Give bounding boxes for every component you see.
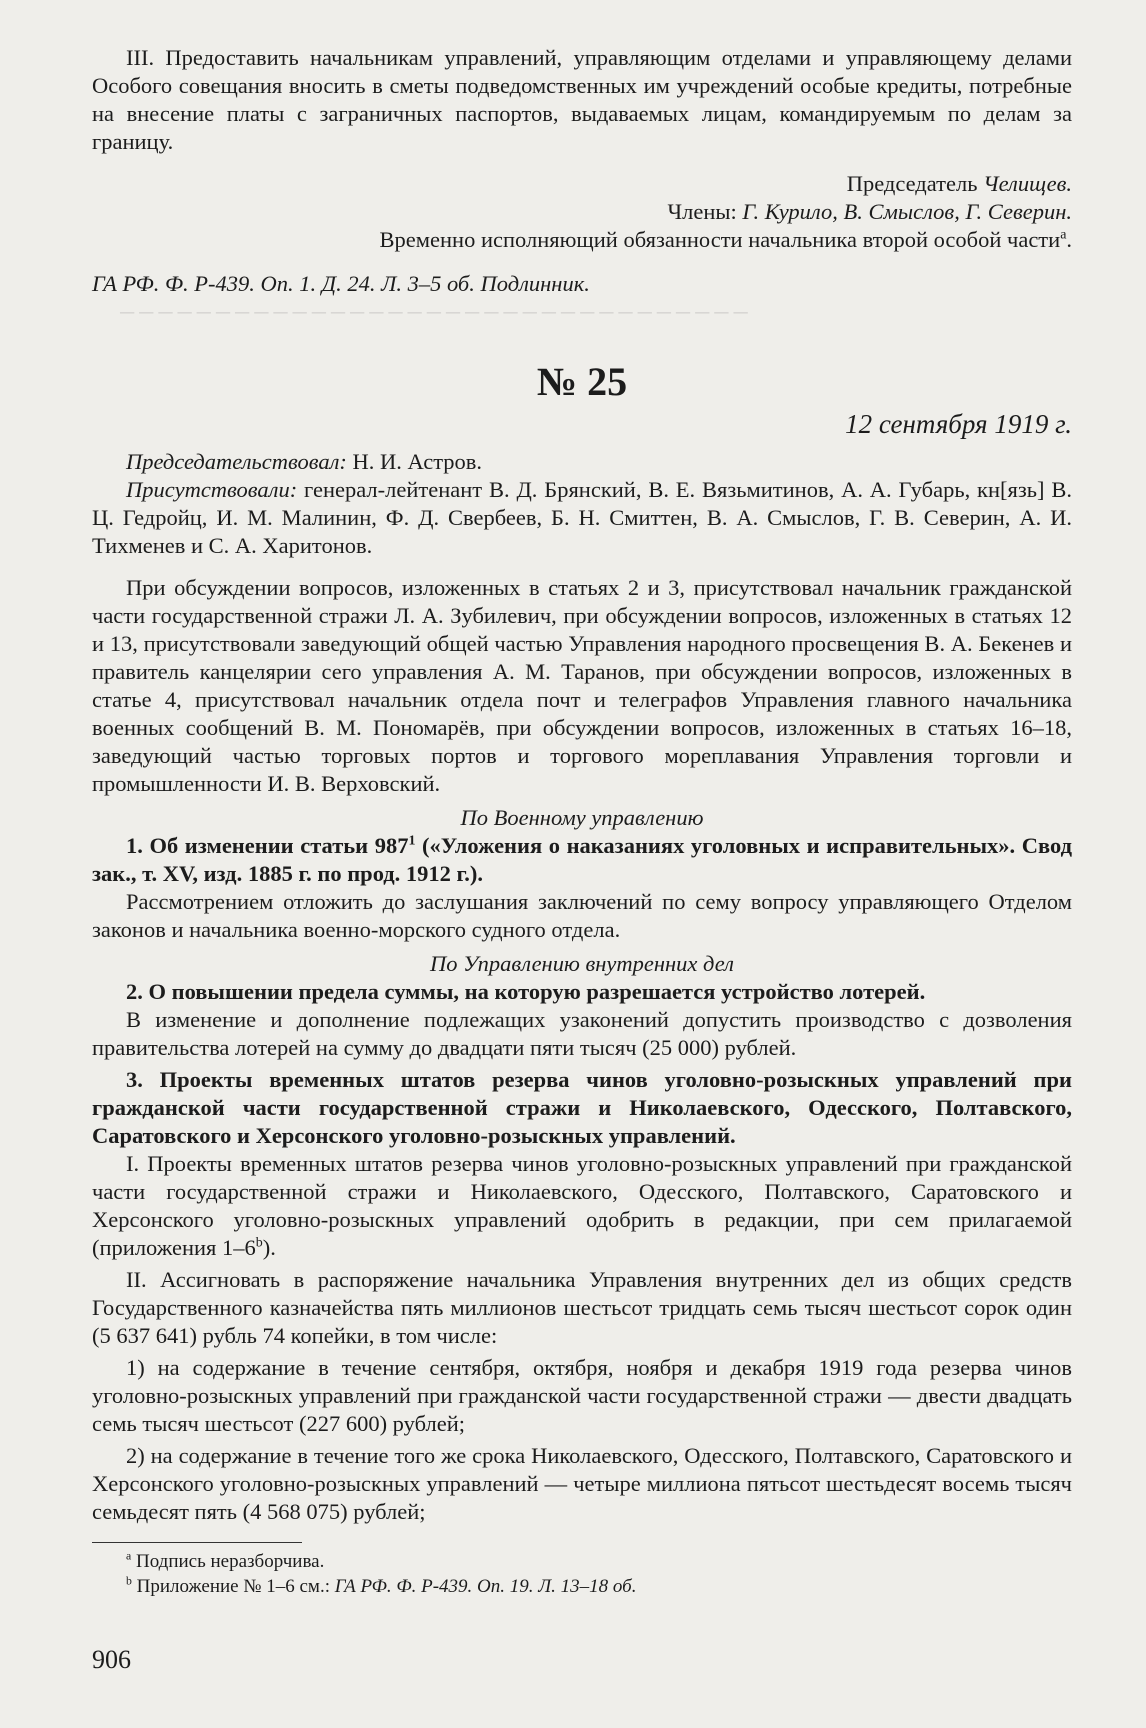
bleed-through-text: ─ ─ ─ ─ ─ ─ ─ ─ ─ ─ ─ ─ ─ ─ ─ ─ ─ ─ ─ ─ ─ ─ ─ ─ ─ ─ ─ ─ ─ ─ ─ ─ ─ — [120, 302, 748, 324]
item1-title: 1. Об изменении статьи $987^1$ («Уложения о наказаниях уголовных и исправительных». Свод зак., т. XV, изд. 1885 г. по прод. 1912 г.). — [92, 833, 1072, 886]
interior-heading: По Управлению внутренних дел — [430, 951, 734, 976]
chair-signature: Председатель Челищев. — [846, 171, 1072, 196]
discussion-paragraph: При обсуждении вопросов, изложенных в статьях 2 и 3, присутствовал начальник гражданской части государственной стражи Л. А. Зубилевич, при обсуждении вопросов, изложенных в статьях 12 и 13, присутствовали заведующий общей частью Управления народного просвещения В. А. Бекенев и правитель канцелярии сего управления А. М. Таранов, при обсуждении вопросов, изложенных в статье 4, присутствовал начальник отдела почт и телеграфов Управления главного начальника военных сообщений В. М. Пономарёв, при обсуждении вопросов, изложенных в статьях 16–18, заведующий частью торговых портов и торгового мореплавания Управления торговли и промышленности И. В. Верховский. — [92, 575, 1072, 796]
present-line: Присутствовали: генерал-лейтенант В. Д. Брянский, В. Е. Вязьмитинов, А. А. Губарь, кн[язь] В. Ц. Гедройц, И. М. Малинин, Ф. Д. Свербеев, Б. Н. Смиттен, В. А. Смыслов, Г. В. Северин, А. И. Тихменев и С. А. Харитонов. — [92, 477, 1072, 558]
chaired-line: Председательствовал: Н. И. Астров. — [126, 449, 483, 474]
item2-title: 2. О повышении предела суммы, на которую разрешается устройство лотерей. — [126, 979, 926, 1004]
document-number: № 25 — [536, 359, 628, 404]
item3-title: 3. Проекты временных штатов резерва чинов уголовно-розыскных управлений при гражданской части государственной стражи и Николаевского, Одесского, Полтавского, Саратовского и Херсонского уголовно-розыскных управлений. — [92, 1067, 1072, 1148]
document-page — [92, 44, 1072, 1599]
para-iii: III. Предоставить начальникам управлений, управляющим отделами и управляющему делами Особого совещания вносить в сметы подведомственных им учреждений особые кредиты, потребные на внесение платы с заграничных паспортов, выдаваемых лицам, командируемым по делам за границу. — [92, 45, 1072, 154]
members-signature: Члены: Г. Курило, В. Смыслов, Г. Северин. — [667, 199, 1072, 224]
document-date: 12 сентября 1919 г. — [845, 409, 1072, 439]
acting-signature: Временно исполняющий обязанности начальника второй особой части$^a$. — [379, 227, 1072, 252]
military-heading: По Военному управлению — [460, 805, 704, 830]
footnote-a: $^a$ Подпись неразборчива. — [126, 1549, 325, 1572]
archive-reference: ГА РФ. Ф. Р-439. Оп. 1. Д. 24. Л. 3–5 об. Подлинник. — [92, 271, 590, 296]
item3-para4: 2) на содержание в течение того же срока Николаевского, Одесского, Полтавского, Саратовского и Херсонского уголовно-розыскных управлений — четыре миллиона пятьсот шестьдесят восемь тысяч семьдесят пять (4 568 075) рублей; — [92, 1443, 1072, 1524]
item2-text: В изменение и дополнение подлежащих узаконений допустить производство с дозволения правительства лотерей на сумму до двадцати пяти тысяч (25 000) рублей. — [92, 1007, 1072, 1060]
item1-text: Рассмотрением отложить до заслушания заключений по сему вопросу управляющего Отделом законов и начальника военно-морского судного отдела. — [92, 889, 1072, 942]
item3-para2: II. Ассигновать в распоряжение начальника Управления внутренних дел из общих средств Государственного казначейства пять миллионов шестьсот тридцать семь тысяч шестьсот сорок один (5 637 641) рубль 74 копейки, в том числе: — [92, 1267, 1072, 1348]
page-number: 906 — [92, 1645, 131, 1674]
item3-para3: 1) на содержание в течение сентября, октября, ноября и декабря 1919 года резерва чинов уголовно-розыскных управлений при гражданской части государственной стражи — двести двадцать семь тысяч шестьсот (227 600) рублей; — [92, 1355, 1072, 1436]
footnote-divider — [92, 1542, 302, 1543]
footnote-b: $^b$ Приложение № 1–6 см.: ГА РФ. Ф. Р-439. Оп. 19. Л. 13–18 об. — [126, 1574, 637, 1597]
item3-para1: I. Проекты временных штатов резерва чинов уголовно-розыскных управлений при гражданской части государственной стражи и Николаевского, Одесского, Полтавского, Саратовского и Херсонского уголовно-розыскных управлений одобрить в редакции, при сем прилагаемой (приложения 1–6$^b$). — [92, 1151, 1072, 1260]
